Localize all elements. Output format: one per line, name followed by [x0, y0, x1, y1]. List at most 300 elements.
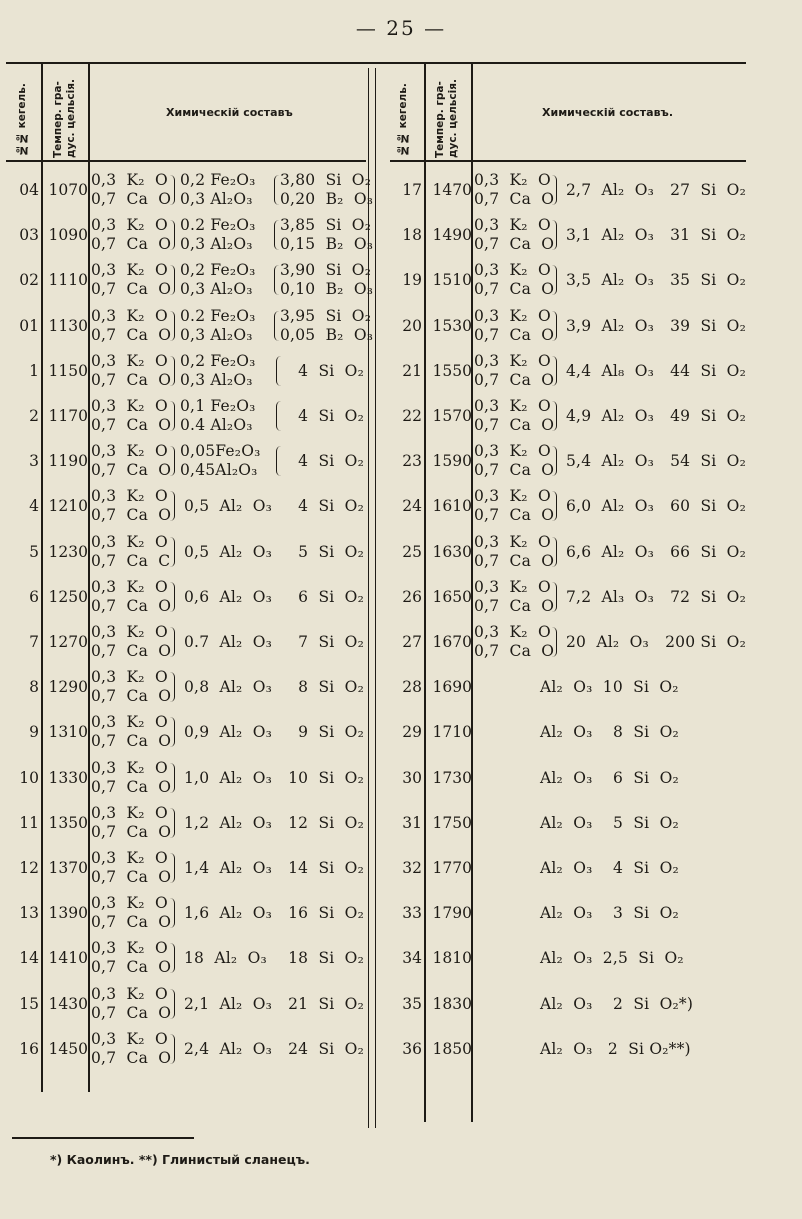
table-row: [6, 486, 366, 526]
oxide-formula: [180, 441, 270, 481]
cone-number: 5: [29, 542, 39, 561]
acid-formula: [280, 260, 374, 300]
table-row: [390, 441, 746, 481]
silica-formula: 4 Si O₂: [298, 452, 364, 471]
oxide-line-2: 0,3 Al₂O₃: [180, 370, 253, 389]
silica-formula: 35 Si O₂: [670, 271, 746, 290]
table-row: [390, 170, 746, 210]
flux-formula: [91, 486, 171, 526]
table-row: [390, 306, 746, 346]
flux-line-2: 0,7 Ca O: [474, 190, 555, 208]
table-row: [390, 848, 746, 888]
footnote-rule: [12, 1137, 194, 1139]
table-top-rule: [6, 62, 746, 64]
cone-number: 7: [29, 633, 39, 651]
cone-number: 03: [19, 226, 39, 245]
flux-line-2: 0,7 Ca O: [474, 325, 555, 344]
cone-number: 9: [29, 723, 39, 742]
table-row: [390, 667, 746, 707]
alumina-formula: 1,2 Al₂ O₃: [184, 813, 273, 832]
table-row: [390, 758, 746, 798]
flux-line-2: 0,7 Ca O: [91, 1003, 172, 1022]
table-row: [390, 486, 746, 526]
flux-line-1: 0,3 K₂ O: [474, 261, 551, 280]
temperature: 1790: [432, 904, 472, 923]
flux-line-2: 0,7 Ca O: [91, 958, 172, 977]
acid-line-1: 3,85 Si O₂: [280, 216, 372, 235]
flux-formula: [474, 260, 554, 300]
composition-formula: Al₂ O₃ 5 Si O₂: [540, 813, 679, 832]
table-row: [6, 441, 366, 481]
silica-formula: 16 Si O₂: [288, 904, 364, 923]
flux-line-1: 0,3 K₂ O: [91, 668, 168, 687]
flux-line-2: 0,7 Ca O: [91, 370, 172, 389]
oxide-line-2: 0,3 Al₂O₃: [180, 325, 253, 344]
cone-number: 26: [402, 587, 422, 606]
cone-number: 24: [402, 497, 422, 516]
cone-number: 10: [19, 768, 39, 787]
composition-formula: Al₂ O₃ 10 Si O₂: [540, 678, 679, 697]
cone-number: 01: [19, 316, 39, 335]
oxide-formula: [180, 260, 270, 300]
cone-number: 28: [402, 678, 422, 697]
silica-formula: 31 Si O₂: [670, 226, 746, 245]
temperature: 1410: [48, 949, 88, 968]
flux-line-1: 0,3 K₂ O: [91, 171, 168, 189]
alumina-formula: 6,0 Al₂ O₃: [566, 497, 655, 516]
flux-line-1: 0,3 K₂ O: [91, 351, 168, 370]
flux-line-2: 0,7 Ca O: [91, 642, 172, 660]
flux-line-1: 0,3 K₂ O: [91, 442, 168, 461]
temperature: 1690: [432, 678, 472, 697]
temperature: 1630: [432, 542, 472, 561]
table-row: [6, 938, 366, 978]
flux-line-1: 0,3 K₂ O: [474, 487, 551, 506]
table-row: [390, 351, 746, 391]
temperature: 1430: [48, 994, 88, 1013]
flux-formula: [91, 803, 171, 843]
temperature: 1650: [432, 587, 472, 606]
brace: [170, 265, 175, 295]
alumina-formula: 6,6 Al₂ O₃: [566, 542, 655, 561]
header-composition-right: Химическій составъ.: [542, 106, 673, 119]
header-composition: Химическій составъ: [166, 106, 293, 119]
table-row: [6, 577, 366, 617]
alumina-formula: 1,6 Al₂ O₃: [184, 904, 273, 923]
table-row: [390, 532, 746, 572]
oxide-line-1: 0,1 Fe₂O₃: [180, 397, 256, 415]
oxide-line-2: 0,3 Al₂O₃: [180, 235, 253, 254]
composition-formula: Al₂ O₃ 2,5 Si O₂: [540, 949, 684, 968]
flux-line-2: 0,7 Ca O: [474, 416, 555, 434]
temperature: 1330: [48, 768, 88, 787]
flux-line-1: 0,3 K₂ O: [474, 397, 551, 415]
temperature: 1610: [432, 497, 472, 516]
table-row: [390, 577, 746, 617]
oxide-formula: [180, 215, 270, 255]
cone-number: 6: [29, 587, 39, 606]
flux-line-1: 0,3 K₂ O: [91, 216, 168, 235]
flux-formula: [91, 306, 171, 346]
alumina-formula: 1,4 Al₂ O₃: [184, 859, 273, 877]
flux-line-1: 0,3 K₂ O: [474, 442, 551, 461]
silica-formula: 14 Si O₂: [288, 859, 364, 877]
flux-line-2: 0,7 Ca O: [91, 687, 172, 706]
flux-formula: [91, 1029, 171, 1069]
flux-line-1: 0,3 K₂ O: [91, 261, 168, 280]
temperature: 1590: [432, 452, 472, 471]
alumina-formula: 4,4 Al₈ O₃: [566, 361, 655, 380]
temperature: 1350: [48, 813, 88, 832]
alumina-formula: 0,6 Al₂ O₃: [184, 587, 273, 606]
oxide-line-1: 0,05Fe₂O₃: [180, 442, 261, 461]
temperature: 1670: [432, 633, 472, 651]
brace: [170, 672, 175, 702]
acid-formula: [280, 215, 374, 255]
flux-line-1: 0,3 K₂ O: [474, 532, 551, 551]
temperature: 1370: [48, 859, 88, 877]
brace: [274, 311, 279, 341]
alumina-formula: 7,2 Al₃ O₃: [566, 587, 655, 606]
flux-formula: [91, 351, 171, 391]
alumina-formula: 0,5 Al₂ O₃: [184, 497, 273, 516]
cone-number: 2: [29, 407, 39, 425]
brace: [170, 717, 175, 747]
silica-formula: 21 Si O₂: [288, 994, 364, 1013]
brace: [170, 175, 175, 205]
flux-line-2: 0,7 Ca O: [91, 1048, 172, 1067]
brace: [170, 808, 175, 838]
flux-line-1: 0,3 K₂ O: [474, 216, 551, 235]
header-cone-number-right: №№ кегель.: [397, 83, 409, 156]
alumina-formula: 2,1 Al₂ O₃: [184, 994, 273, 1013]
silica-formula: 39 Si O₂: [670, 316, 746, 335]
table-row: [390, 803, 746, 843]
temperature: 1270: [48, 633, 88, 651]
table-row: [6, 306, 374, 346]
brace: [276, 356, 281, 386]
silica-formula: 66 Si O₂: [670, 542, 746, 561]
silica-formula: 60 Si O₂: [670, 497, 746, 516]
silica-formula: 54 Si O₂: [670, 452, 746, 471]
flux-line-1: 0,3 K₂ O: [91, 894, 168, 913]
alumina-formula: 0,9 Al₂ O₃: [184, 723, 273, 742]
cone-table: [6, 62, 746, 1127]
flux-line-1: 0,3 K₂ O: [91, 306, 168, 325]
brace: [170, 943, 175, 973]
brace: [170, 763, 175, 793]
acid-line-2: 0,20 B₂ O₃: [280, 190, 374, 208]
cone-number: 02: [19, 271, 39, 290]
composition-formula: Al₂ O₃ 6 Si O₂: [540, 768, 679, 787]
brace: [170, 446, 175, 476]
flux-line-1: 0,3 K₂ O: [91, 577, 168, 596]
alumina-formula: 4,9 Al₂ O₃: [566, 407, 655, 425]
temperature: 1390: [48, 904, 88, 923]
flux-line-2: 0,7 Ca O: [91, 461, 172, 480]
flux-line-1: 0,3 K₂ O: [91, 803, 168, 822]
brace: [170, 401, 175, 431]
silica-formula: 6 Si O₂: [298, 587, 364, 606]
oxide-line-1: 0.2 Fe₂O₃: [180, 216, 256, 235]
flux-line-1: 0,3 K₂ O: [91, 532, 168, 551]
oxide-line-1: 0,2 Fe₂O₃: [180, 171, 256, 189]
acid-formula: [280, 170, 374, 210]
brace: [552, 265, 557, 295]
flux-formula: [91, 758, 171, 798]
flux-formula: [474, 441, 554, 481]
alumina-formula: 0.7 Al₂ O₃: [184, 633, 273, 651]
silica-formula: 10 Si O₂: [288, 768, 364, 787]
composition-formula: Al₂ O₃ 4 Si O₂: [540, 859, 679, 877]
table-row: [390, 1029, 746, 1069]
flux-line-1: 0,3 K₂ O: [91, 849, 168, 867]
table-row: [390, 260, 746, 300]
cone-number: 27: [402, 633, 422, 651]
flux-line-1: 0,3 K₂ O: [91, 984, 168, 1003]
cone-number: 32: [402, 859, 422, 877]
temperature: 1150: [48, 361, 88, 380]
temperature: 1450: [48, 1039, 88, 1058]
flux-line-2: 0,7 Ca O: [91, 913, 172, 932]
table-row: [6, 803, 366, 843]
cone-number: 36: [402, 1039, 422, 1058]
acid-line-2: 0,05 B₂ O₃: [280, 325, 374, 344]
flux-formula: [474, 351, 554, 391]
flux-formula: [91, 848, 171, 888]
brace: [552, 401, 557, 431]
alumina-formula: 0,8 Al₂ O₃: [184, 678, 273, 697]
temperature: 1310: [48, 723, 88, 742]
flux-line-2: 0,7 Ca O: [474, 235, 555, 254]
silica-formula: 12 Si O₂: [288, 813, 364, 832]
flux-formula: [474, 215, 554, 255]
brace: [552, 446, 557, 476]
table-row: [390, 938, 746, 978]
alumina-formula: 2,7 Al₂ O₃: [566, 181, 655, 199]
brace: [552, 491, 557, 521]
silica-formula: 8 Si O₂: [298, 678, 364, 697]
alumina-formula: 3,9 Al₂ O₃: [566, 316, 655, 335]
flux-line-1: 0,3 K₂ O: [474, 351, 551, 370]
flux-line-2: 0,7 Ca O: [91, 732, 172, 751]
acid-line-2: 0,15 B₂ O₃: [280, 235, 374, 254]
cone-number: 12: [19, 859, 39, 877]
table-row: [6, 984, 366, 1024]
temperature: 1070: [48, 181, 88, 199]
composition-formula: Al₂ O₃ 2 Si O₂**): [540, 1039, 691, 1058]
page-number: — 25 —: [355, 16, 447, 40]
brace: [276, 401, 281, 431]
flux-line-2: 0,7 Ca O: [91, 280, 172, 299]
cone-number: 22: [402, 407, 422, 425]
composition-formula: Al₂ O₃ 8 Si O₂: [540, 723, 679, 742]
flux-line-2: 0,7 Ca O: [91, 325, 172, 344]
table-row: [6, 848, 366, 888]
table-row: [390, 984, 746, 1024]
flux-formula: [91, 170, 171, 210]
silica-formula: 5 Si O₂: [298, 542, 364, 561]
cone-number: 30: [402, 768, 422, 787]
flux-line-2: 0,7 Ca O: [91, 777, 172, 796]
temperature: 1290: [48, 678, 88, 697]
silica-formula: 27 Si O₂: [670, 181, 746, 199]
temperature: 1770: [432, 859, 472, 877]
brace: [552, 311, 557, 341]
brace: [170, 1034, 175, 1064]
brace: [170, 582, 175, 612]
brace: [170, 898, 175, 928]
brace: [552, 582, 557, 612]
temperature: 1810: [432, 949, 472, 968]
cone-number: 21: [402, 361, 422, 380]
temperature: 1250: [48, 587, 88, 606]
oxide-line-1: 0.2 Fe₂O₃: [180, 306, 256, 325]
silica-formula: 7 Si O₂: [298, 633, 364, 651]
flux-formula: [91, 984, 171, 1024]
table-row: [6, 532, 366, 572]
cone-number: 33: [402, 904, 422, 923]
temperature: 1170: [48, 407, 88, 425]
silica-formula: 72 Si O₂: [670, 587, 746, 606]
cone-number: 1: [29, 361, 39, 380]
acid-line-1: 3,80 Si O₂: [280, 171, 372, 189]
flux-line-1: 0,3 K₂ O: [91, 1029, 168, 1048]
flux-formula: [91, 441, 171, 481]
table-row: [6, 712, 366, 752]
temperature: 1490: [432, 226, 472, 245]
flux-line-1: 0,3 K₂ O: [474, 577, 551, 596]
flux-line-1: 0,3 K₂ O: [474, 623, 551, 641]
silica-formula: 200 Si O₂: [665, 633, 746, 651]
table-row: [390, 712, 746, 752]
table-row: [6, 351, 366, 391]
flux-line-2: 0,7 Ca O: [91, 235, 172, 254]
cone-number: 25: [402, 542, 422, 561]
silica-formula: 4 Si O₂: [298, 407, 364, 425]
flux-formula: [91, 622, 171, 662]
temperature: 1550: [432, 361, 472, 380]
temperature: 1190: [48, 452, 88, 471]
brace: [552, 356, 557, 386]
silica-formula: 49 Si O₂: [670, 407, 746, 425]
flux-formula: [91, 215, 171, 255]
flux-line-1: 0,3 K₂ O: [91, 758, 168, 777]
cone-number: 13: [19, 904, 39, 923]
silica-formula: 44 Si O₂: [670, 361, 746, 380]
flux-line-2: 0,7 Ca O: [91, 822, 172, 841]
alumina-formula: 0,5 Al₂ O₃: [184, 542, 273, 561]
oxide-line-1: 0,2 Fe₂O₃: [180, 261, 256, 280]
brace: [170, 853, 175, 883]
brace: [274, 220, 279, 250]
table-row: [390, 396, 746, 436]
flux-line-2: 0,7 Ca O: [474, 506, 555, 525]
brace: [170, 220, 175, 250]
brace: [274, 265, 279, 295]
temperature: 1710: [432, 723, 472, 742]
temperature: 1750: [432, 813, 472, 832]
brace: [170, 311, 175, 341]
flux-formula: [91, 893, 171, 933]
alumina-formula: 20 Al₂ O₃: [566, 633, 649, 651]
footnote: *) Каолинъ. **) Глинистый сланецъ.: [50, 1152, 310, 1167]
flux-formula: [91, 532, 171, 572]
header-bottom-rule-left: [6, 160, 366, 162]
temperature: 1570: [432, 407, 472, 425]
acid-line-2: 0,10 B₂ O₃: [280, 280, 374, 299]
temperature: 1830: [432, 994, 472, 1013]
flux-line-2: 0,7 Ca O: [474, 551, 555, 570]
silica-formula: 4 Si O₂: [298, 497, 364, 516]
brace: [552, 175, 557, 205]
table-row: [390, 893, 746, 933]
composition-formula: Al₂ O₃ 2 Si O₂*): [540, 994, 694, 1013]
cone-number: 34: [402, 949, 422, 968]
temperature: 1530: [432, 316, 472, 335]
cone-number: 20: [402, 316, 422, 335]
brace: [170, 356, 175, 386]
table-row: [6, 1029, 366, 1069]
cone-number: 23: [402, 452, 422, 471]
table-row: [6, 170, 374, 210]
flux-line-2: 0,7 Ca O: [91, 868, 172, 886]
flux-line-1: 0,3 K₂ O: [91, 939, 168, 958]
brace: [170, 491, 175, 521]
table-row: [390, 622, 746, 662]
alumina-formula: 2,4 Al₂ O₃: [184, 1039, 273, 1058]
flux-line-2: 0,7 Ca O: [91, 506, 172, 525]
temperature: 1510: [432, 271, 472, 290]
flux-line-2: 0,7 Ca O: [474, 370, 555, 389]
flux-line-2: 0,7 Ca O: [474, 642, 555, 660]
flux-line-1: 0,3 K₂ O: [91, 487, 168, 506]
oxide-line-2: 0,3 Al₂O₃: [180, 280, 253, 299]
flux-formula: [474, 170, 554, 210]
composition-formula: Al₂ O₃ 3 Si O₂: [540, 904, 679, 923]
silica-formula: 18 Si O₂: [288, 949, 364, 968]
temperature: 1470: [432, 181, 472, 199]
cone-number: 11: [19, 813, 39, 832]
cone-number: 8: [29, 678, 39, 697]
flux-line-2: 0,7 Ca O: [474, 280, 555, 299]
temperature: 1110: [48, 271, 88, 290]
flux-formula: [91, 667, 171, 707]
acid-line-1: 3,90 Si O₂: [280, 261, 372, 280]
acid-formula: [280, 306, 374, 346]
cone-number: 17: [402, 181, 422, 199]
brace: [170, 627, 175, 657]
brace: [552, 627, 557, 657]
brace: [552, 220, 557, 250]
brace: [170, 989, 175, 1019]
oxide-line-2: 0,45Al₂O₃: [180, 461, 258, 480]
silica-formula: 24 Si O₂: [288, 1039, 364, 1058]
oxide-formula: [180, 170, 270, 210]
brace: [170, 537, 175, 567]
temperature: 1090: [48, 226, 88, 245]
cone-number: 31: [402, 813, 422, 832]
oxide-formula: [180, 396, 270, 436]
flux-formula: [91, 712, 171, 752]
flux-formula: [91, 396, 171, 436]
flux-line-1: 0,3 K₂ O: [91, 713, 168, 732]
table-row: [6, 215, 374, 255]
cone-number: 15: [19, 994, 39, 1013]
silica-formula: 4 Si O₂: [298, 361, 364, 380]
cone-number: 29: [402, 723, 422, 742]
flux-line-2: 0,7 Ca O: [474, 596, 555, 615]
